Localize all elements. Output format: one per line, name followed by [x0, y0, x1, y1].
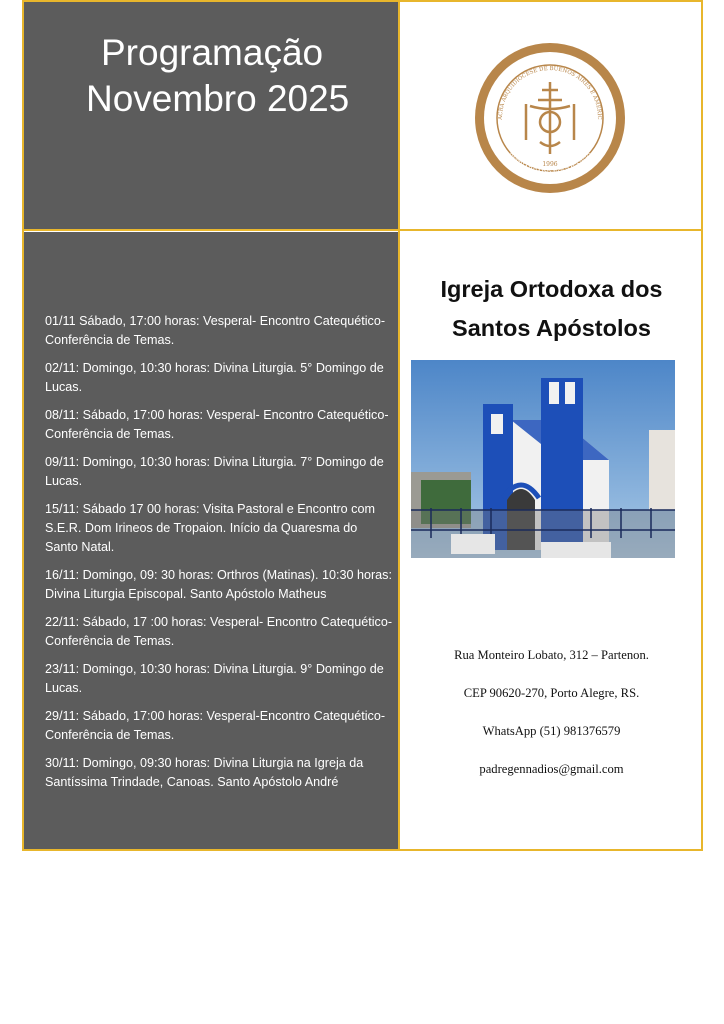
archdiocese-seal-logo	[474, 42, 626, 194]
schedule-item: 23/11: Domingo, 10:30 horas: Divina Liturgia. 9° Domingo de Lucas.	[45, 662, 384, 695]
schedule-item: 29/11: Sábado, 17:00 horas: Vesperal-Encontro Catequético-Conferência de Temas.	[45, 709, 386, 742]
schedule-item: 22/11: Sábado, 17 :00 horas: Vesperal- Encontro Catequético- Conferência de Temas.	[45, 615, 393, 648]
church-photo	[411, 360, 675, 558]
page-title	[24, 30, 398, 122]
row-divider	[22, 229, 703, 231]
schedule-list	[45, 312, 393, 801]
church-name	[400, 270, 703, 348]
left-tower-window	[491, 414, 503, 434]
schedule-item: 30/11: Domingo, 09:30 horas: Divina Liturgia na Igreja da Santíssima Trindade, Canoas. Santo Apóstolo André	[45, 756, 364, 789]
seal-year: 1996	[542, 161, 558, 168]
church-name-line-1: Igreja Ortodoxa dos	[440, 276, 663, 302]
title-line-2: Novembro 2025	[86, 78, 350, 119]
schedule-item: 15/11: Sábado 17 00 horas: Visita Pastoral e Encontro com S.E.R. Dom Irineos de Tropaion. Início da Quaresma do Santo Natal.	[45, 502, 375, 554]
background-building	[649, 430, 675, 510]
schedule-item: 08/11: Sábado, 17:00 horas: Vesperal- Encontro Catequético- Conferência de Temas.	[45, 408, 389, 441]
seal-outer-text: ΟΙΚΟΥΜΕΝΙΚΟΝ ΠΑΤΡΙΑΡΧΕΙΟΝ	[496, 51, 604, 85]
planter-wall	[451, 534, 495, 554]
seal-inner-text: ACRA ARQUIDIOCESE DE BUENOS AIRES E AMÉRIC	[497, 65, 603, 120]
postal-code: CEP 90620-270, Porto Alegre, RS.	[463, 686, 640, 700]
schedule-item: 16/11: Domingo, 09: 30 horas: Orthros (Matinas). 10:30 horas: Divina Liturgia Episcopal. Santo Apóstolo Matheus	[45, 568, 392, 601]
schedule-item: 02/11: Domingo, 10:30 horas: Divina Liturgia. 5° Domingo de Lucas.	[45, 361, 384, 394]
right-tower-window	[549, 382, 559, 404]
schedule-item: 09/11: Domingo, 10:30 horas: Divina Liturgia. 7° Domingo de Lucas.	[45, 455, 384, 488]
whatsapp-number: WhatsApp (51) 981376579	[482, 724, 621, 738]
title-line-1: Programação	[101, 32, 324, 73]
right-tower-window	[565, 382, 575, 404]
church-name-line-2: Santos Apóstolos	[452, 315, 651, 341]
address: Rua Monteiro Lobato, 312 – Partenon.	[454, 648, 649, 662]
email-address: padregennadios@gmail.com	[479, 762, 624, 776]
seal-outer-text-bottom: PATRIARCADO ECUMÊNICO	[505, 151, 595, 178]
planter-wall	[541, 542, 611, 558]
contact-info	[400, 646, 703, 798]
schedule-item: 01/11 Sábado, 17:00 horas: Vesperal- Encontro Catequético- Conferência de Temas.	[45, 314, 386, 347]
